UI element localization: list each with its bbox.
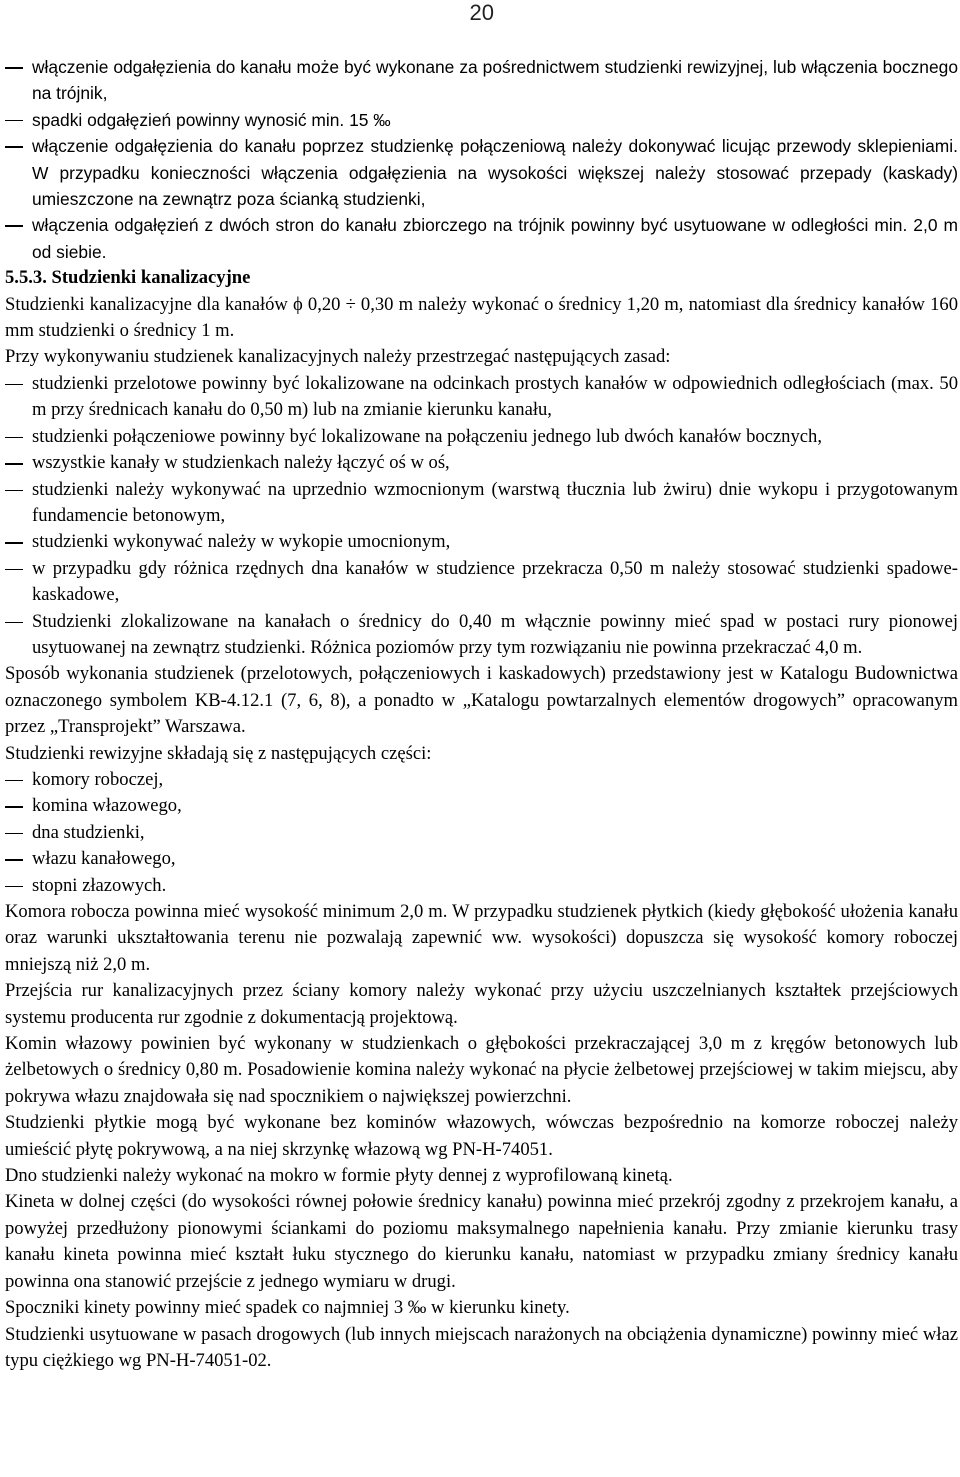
list-item: włączenie odgałęzienia do kanału poprzez studzienkę połączeniową należy dokonywać licując przewody sklepieniami. W przypadku konieczności włączenia odgałęzienia na wysokości większej należy stosować przepady (kaskady) umieszczone na zewnątrz poza ścianką studzienki, [5,133,958,212]
page-number: 20 [469,0,494,25]
paragraph: Komin włazowy powinien być wykonany w studzienkach o głębokości przekraczającej 3,0 m z kręgów betonowych lub żelbetowych o średnicy 0,80 m. Posadowienie komina należy wykonać na płycie żelbetowej przejściowej w takim miejscu, aby pokrywa włazu znajdowała się nad spocznikiem o największej powierzchni. [5,1033,958,1107]
list-item: dna studzienki, [5,820,958,846]
list-item: wszystkie kanały w studzienkach należy łączyć oś w oś, [5,450,958,476]
paragraph: Studzienki kanalizacyjne dla kanałów ϕ 0,20 ÷ 0,30 m należy wykonać o średnicy 1,20 m, natomiast dla średnicy kanałów 160 mm studzienki o średnicy 1 m. [5,293,958,342]
list-item: studzienki wykonywać należy w wykopie umocnionym, [5,529,958,555]
paragraph: Kineta w dolnej części (do wysokości równej połowie średnicy kanału) powinna mieć przekrój zgodny z przekrojem kanału, a powyżej przedłużony pionowymi ściankami do poziomu maksymalnego napełnienia kanału. Przy zmianie kierunku trasy kanału kineta powinna mieć kształt łuku stycznego do kierunku kanału, natomiast w przypadku zmiany średnicy kanału powinna ona stanowić przejście z jednego wymiaru w drugi. [5,1191,958,1292]
paragraph: Studzienki rewizyjne składają się z następujących części: [5,742,432,764]
list-item: Studzienki zlokalizowane na kanałach o średnicy do 0,40 m włącznie powinny mieć spad w postaci rury pionowej usytuowanej na zewnątrz studzienki. Różnica poziomów przy tym rozwiązaniu nie powinna przekraczać 4,0 m. [5,609,958,662]
section-heading: 5.5.3. Studzienki kanalizacyjne [5,267,251,289]
list-item: stopni złazowych. [5,873,958,899]
list-item: spadki odgałęzień powinny wynosić min. 15 ‰ [5,107,958,133]
list-item: komory roboczej, [5,767,958,793]
paragraph: Spoczniki kinety powinny mieć spadek co najmniej 3 ‰ w kierunku kinety. [5,1297,570,1319]
list-item: włączenia odgałęzień z dwóch stron do kanału zbiorczego na trójnik powinny być usytuowane w odległości min. 2,0 m od siebie. [5,212,958,265]
list-item: włazu kanałowego, [5,846,958,872]
list-item: studzienki należy wykonywać na uprzednio wzmocnionym (warstwą tłucznia lub żwiru) dnie wykopu i przygotowanym fundamencie betonowym, [5,477,958,530]
list-item: w przypadku gdy różnica rzędnych dna kanałów w studzience przekracza 0,50 m należy stosować studzienki spadowe-kaskadowe, [5,556,958,609]
paragraph: Dno studzienki należy wykonać na mokro w formie płyty dennej z wyprofilowaną kinetą. [5,1165,673,1187]
list-item: komina włazowego, [5,793,958,819]
paragraph: Studzienki płytkie mogą być wykonane bez kominów włazowych, wówczas bezpośrednio na komorze roboczej należy umieścić płytę pokrywową, a na niej skrzynkę włazową wg PN-H-74051. [5,1112,958,1160]
list-item: studzienki połączeniowe powinny być lokalizowane na połączeniu jednego lub dwóch kanałów bocznych, [5,424,958,450]
paragraph: Przy wykonywaniu studzienek kanalizacyjnych należy przestrzegać następujących zasad: [5,346,671,368]
paragraph: Sposób wykonania studzienek (przelotowych, połączeniowych i kaskadowych) przedstawiony jest w Katalogu Budownictwa oznaczonego symbolem KB-4.12.1 (7, 6, 8), a ponadto w „Katalogu powtarzalnych elementów drogowych” opracowanym przez „Transprojekt” Warszawa. [5,663,958,738]
document-body [5,54,958,1374]
list-item: włączenie odgałęzienia do kanału może być wykonane za pośrednictwem studzienki rewizyjnej, lub włączenia bocznego na trójnik, [5,54,958,107]
paragraph: Studzienki usytuowane w pasach drogowych (lub innych miejscach narażonych na obciążenia dynamiczne) powinny mieć właz typu ciężkiego wg PN-H-74051-02. [5,1323,958,1371]
paragraph: Przejścia rur kanalizacyjnych przez ściany komory należy wykonać przy użyciu uszczelnianych kształtek przejściowych systemu producenta rur zgodnie z dokumentacją projektową. [5,980,958,1028]
list-item: studzienki przelotowe powinny być lokalizowane na odcinkach prostych kanałów w odpowiednich odległościach (max. 50 m przy średnicach kanału do 0,50 m) lub na zmianie kierunku kanału, [5,371,958,424]
paragraph: Komora robocza powinna mieć wysokość minimum 2,0 m. W przypadku studzienek płytkich (kiedy głębokość ułożenia kanału oraz warunki ukształtowania terenu nie pozwalają zapewnić ww. wysokości) dopuszcza się wysokość komory roboczej mniejszą niż 2,0 m. [5,901,958,975]
